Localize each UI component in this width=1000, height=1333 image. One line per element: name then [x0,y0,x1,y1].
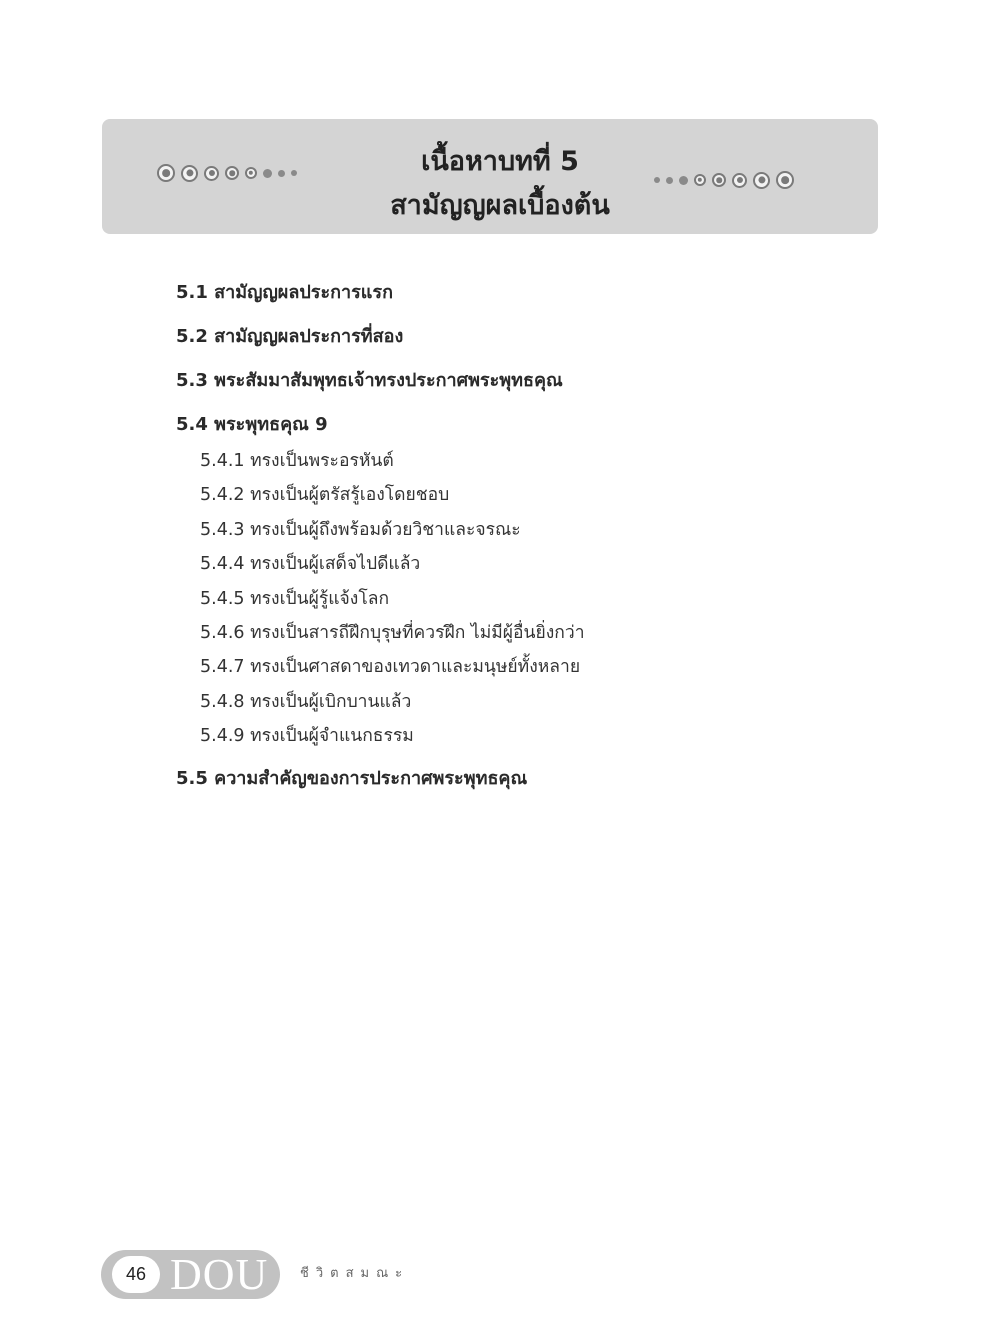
toc-subitem: 5.4.2 ทรงเป็นผู้ตรัสรู้เองโดยชอบ [200,485,450,506]
toc-subitem: 5.4.6 ทรงเป็นสารถีฝึกบุรุษที่ควรฝึก ไม่มีผู้อื่นยิ่งกว่า [200,622,585,643]
toc-subitem: 5.4.9 ทรงเป็นผู้จำแนกธรรม [200,726,414,747]
toc-item-5-1: 5.1 สามัญญผลประการแรก [176,282,393,303]
chapter-title-block [0,140,1000,228]
toc-subitem: 5.4.5 ทรงเป็นผู้รู้แจ้งโลก [200,588,390,609]
toc-subitem: 5.4.1 ทรงเป็นพระอรหันต์ [200,451,394,471]
page-number: 46 [112,1256,160,1293]
toc-item-5-3: 5.3 พระสัมมาสัมพุทธเจ้าทรงประกาศพระพุทธคุณ [176,370,563,391]
toc-item-5-2: 5.2 สามัญญผลประการที่สอง [176,326,404,347]
toc-subitem: 5.4.8 ทรงเป็นผู้เบิกบานแล้ว [200,691,412,712]
toc-item-5-4: 5.4 พระพุทธคุณ 9 [176,414,328,435]
running-book-title: ชีวิตสมณะ [300,1266,410,1281]
dou-logo: DOU [170,1250,269,1299]
toc-subitem: 5.4.4 ทรงเป็นผู้เสด็จไปดีแล้ว [200,554,421,575]
chapter-title: สามัญญผลเบื้องต้น [390,190,610,221]
toc-section-5-4 [176,410,876,754]
toc-subitem: 5.4.7 ทรงเป็นศาสดาของเทวดาและมนุษย์ทั้งหลาย [200,657,581,678]
chapter-label: เนื้อหาบทที่ 5 [421,146,579,177]
toc-sublist-5-4 [200,444,876,754]
table-of-contents [176,278,876,808]
toc-subitem: 5.4.3 ทรงเป็นผู้ถึงพร้อมด้วยวิชาและจรณะ [200,519,521,540]
toc-item-5-5: 5.5 ความสำคัญของการประกาศพระพุทธคุณ [176,767,528,789]
